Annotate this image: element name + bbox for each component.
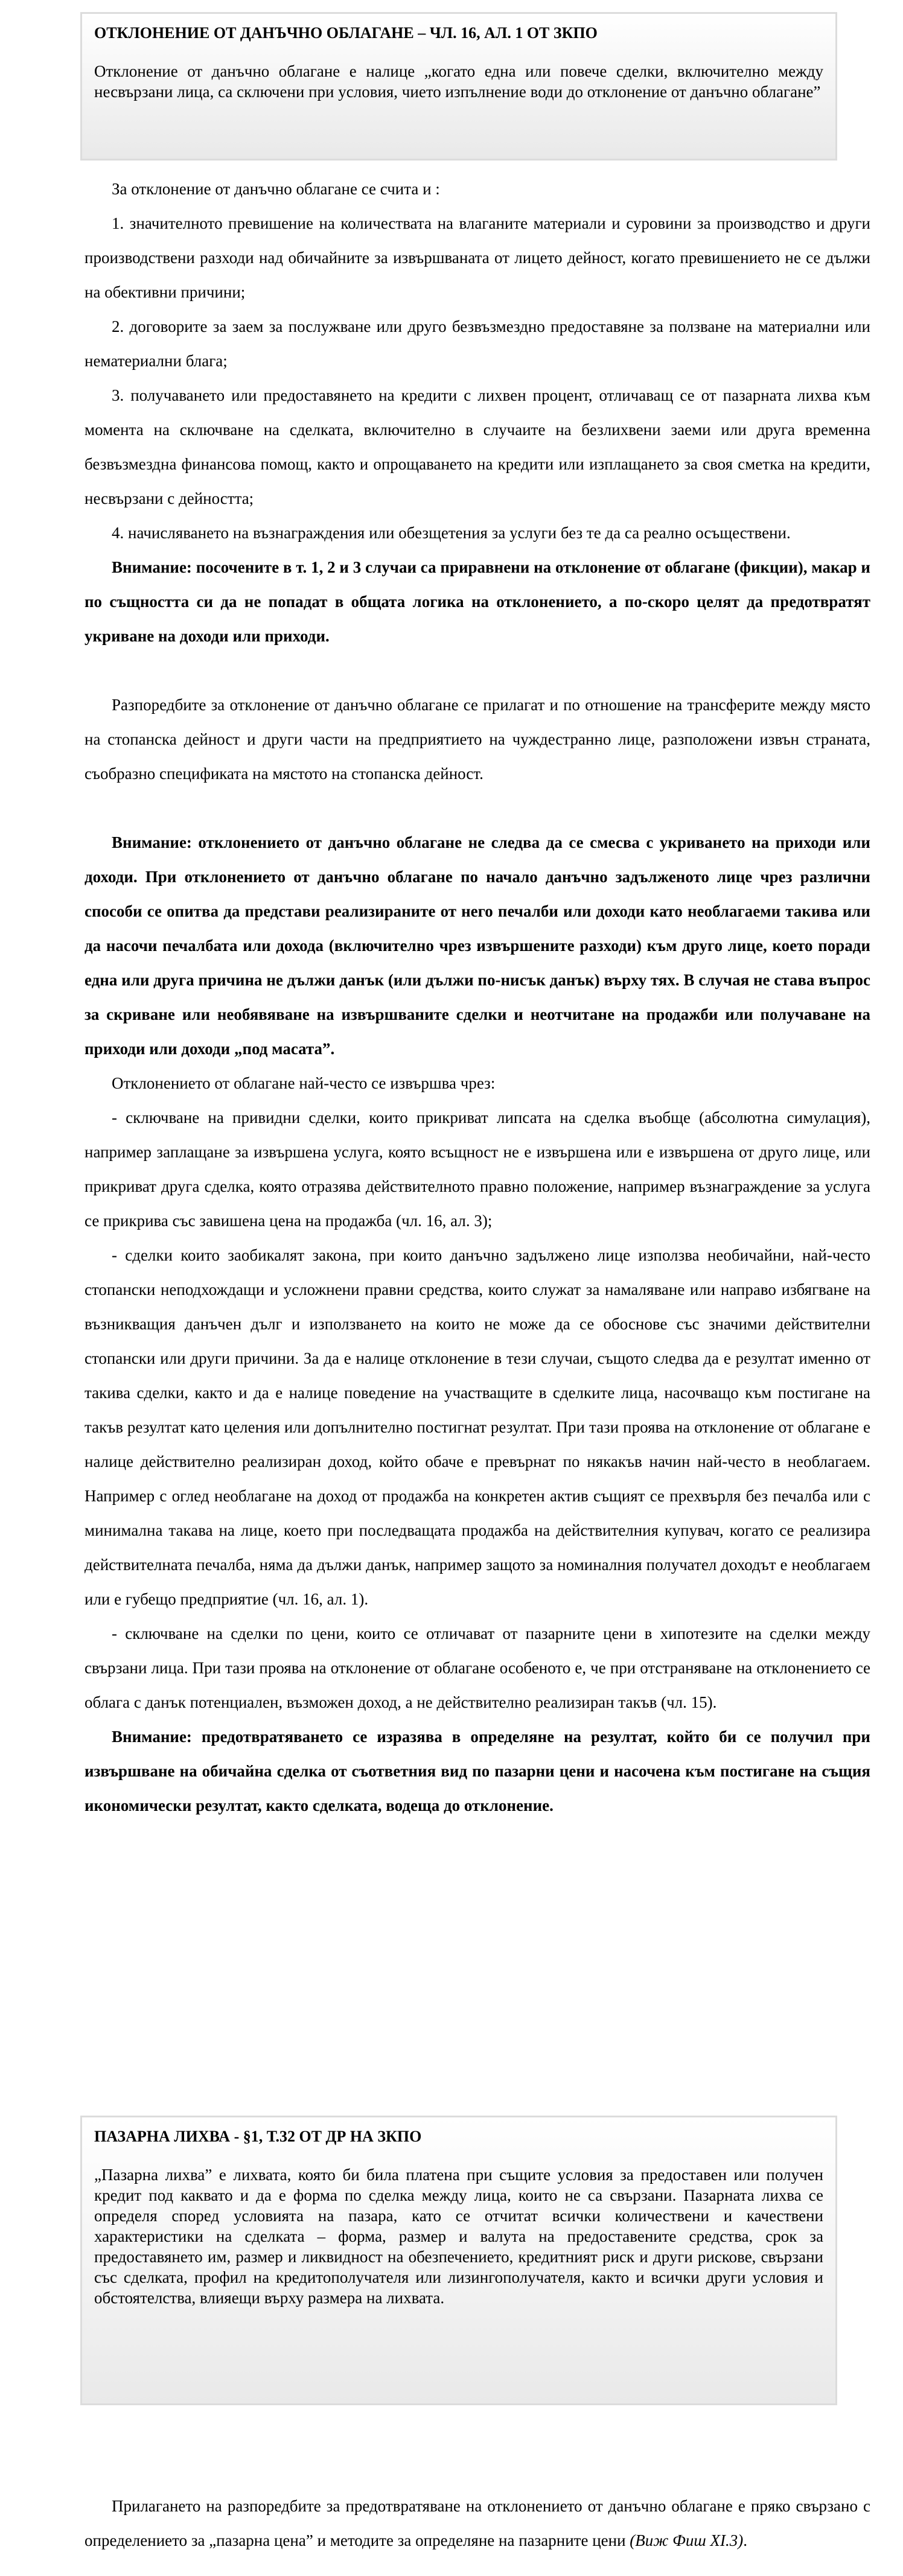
section-4-text [85,2489,870,2558]
spacer [85,654,870,688]
attention-note-concealment: Внимание: отклонението от данъчно облагане не следва да се смесва с укриването на приходи или доходи. При отклонението от данъчно облагане по начало данъчно задълженото лице чрез различни способи се опитва да представи реализираните от него печалби или доходи като необлагаеми такива или да насочи печалбата или дохода (включително чрез извършените разходи) към друго лице, което поради една или друга причина не дължи данък (или дължи по-нисък данък) върху тях. В случая не става въпрос за скриване или необявяване на извършваните сделки и неотчитане на продажби или получаване на приходи или доходи „под масата”. [85,833,870,1058]
definition-box-market-interest [80,2116,837,2405]
closing-section [85,2489,870,2558]
attention-note-fictions: Внимание: посочените в т. 1, 2 и 3 случаи са приравнени на отклонение от облагане (фикции), макар и по същността си да не попадат в общата логика на отклонението, а по-скоро целят да предотвратят укриване на доходи или приходи. [85,558,870,645]
list-item: - сключване на сделки по цени, които се отличават от пазарните цени в хипотезите на сделки между свързани лица. При тази проява на отклонение от облагане особеното е, че при отстраняване на отклонението се облага с данък потенциален, възможен доход, а не действително реализиран такъв (чл. 15). [85,1624,870,1711]
list-item: - сделки които заобикалят закона, при които данъчно задължено лице използва необичайни, най-често стопански неподхождащи и усложнени правни средства, които служат за намаляване или направо избягване на възникващия данъчен дълг и използването на които не може да се обоснове със значими действителни стопански или други причини. За да е налице отклонение в тези случаи, същото следва да е резултат именно от такива сделки, както и да е налице поведение на участващите в сделките лица, насочващо към постигане на такъв резултат като целения или допълнително постигнат резултат. При тази проява на отклонение от облагане е налице действително реализиран доход, който обаче е превърнат по някакъв начин най-често в необлагаем. Например с оглед необлагане на доход от продажба на конкретен актив същият се прехвърля без печалба или с минимална такава на лице, което при последващата продажба на действителния купувач, когато се реализира действителната печалба, няма да дължи данък, например защото за номиналния получател доходът е необлагаем или е губещо предприятие (чл. 16, ал. 1). [85,1246,870,1608]
definition-text: Отклонение от данъчно облагане е налице „когато една или повече сделки, включително между несвързани лица, са сключени при условия, чието изпълнение води до отклонение от данъчно облагане” [94,62,823,101]
list-item: 1. значителното превишение на количествата на влаганите материали и суровини за производство и други производствени разходи над обичайните за извършваната от лицето дейност, когато превишението не се дължи на обективни причини; [85,214,870,301]
methods-intro: Отклонението от облагане най-често се извършва чрез: [112,1074,496,1092]
list-item: 2. договорите за заем за послужване или друго безвъзмездно предоставяне за ползване на материални или нематериални блага; [85,317,870,370]
section-2-text: Разпоредбите за отклонение от данъчно облагане се прилагат и по отношение на трансферите между място на стопанска дейност и други части на предприятието на чуждестранно лице, разположени извън страната, съобразно спецификата на мястото на стопанска дейност. [85,696,870,783]
definition-title: ПАЗАРНА ЛИХВА - §1, Т.32 ОТ ДР НА ЗКПО [94,2128,422,2145]
spacer [85,791,870,825]
figure-reference-link[interactable]: (Виж Фиш XI.3) [630,2531,744,2549]
list-item: 4. начисляването на възнаграждения или обезщетения за услуги без те да са реално осъществени. [112,524,791,542]
document-body [85,172,870,1823]
section-1-intro: За отклонение от данъчно облагане се счита и : [112,180,440,198]
list-item: - сключване на привидни сделки, които прикриват липсата на сделка въобще (абсолютна симулация), например заплащане за извършена услуга, която всъщност не е извършена или е извършена от друго лице, или прикриват друга сделка, която отразява действителното правно положение, например възнаграждение за услуга се прикрива със завишена цена на продажба (чл. 16, ал. 3); [85,1108,870,1230]
section-4-body: Прилагането на разпоредбите за предотвратяване на отклонението от данъчно облагане е пряко свързано с определението за „пазарна цена” и методите за определяне на пазарните цени [85,2497,870,2549]
definition-text: „Пазарна лихва” е лихвата, която би била платена при същите условия за предоставен или получен кредит под каквато и да е форма по сделка между лица, които не са свързани. Пазарната лихва се определя според условията на пазара, като се отчитат всички количествени и качествени характеристики на сделката – форма, размер и валута на предоставените средства, срок за предоставянето им, размер и ликвидност на обезпечението, кредитният риск и други рискове, свързани със сделката, профил на кредитополучателя или лизингополучателя, както и всички други условия и обстоятелства, влияещи върху размера на лихвата. [94,2166,823,2307]
definition-box-tax-avoidance [80,12,837,161]
section-4-trail: . [743,2531,747,2549]
list-item: 3. получаването или предоставянето на кредити с лихвен процент, отличаващ се от пазарната лихва към момента на сключване на сделката, включително в случаите на безлихвени заеми или друга временна безвъзмездна финансова помощ, както и опрощаването на кредити или изплащането за своя сметка на кредити, несвързани с дейността; [85,386,870,507]
definition-title: ОТКЛОНЕНИЕ ОТ ДАНЪЧНО ОБЛАГАНЕ – ЧЛ. 16, АЛ. 1 ОТ ЗКПО [94,24,598,42]
attention-note-prevention: Внимание: предотвратяването се изразява в определяне на резултат, който би се получил при извършване на обичайна сделка от съответния вид по пазарни цени и насочена към постигане на същия икономически резултат, както сделката, водеща до отклонение. [85,1728,870,1814]
